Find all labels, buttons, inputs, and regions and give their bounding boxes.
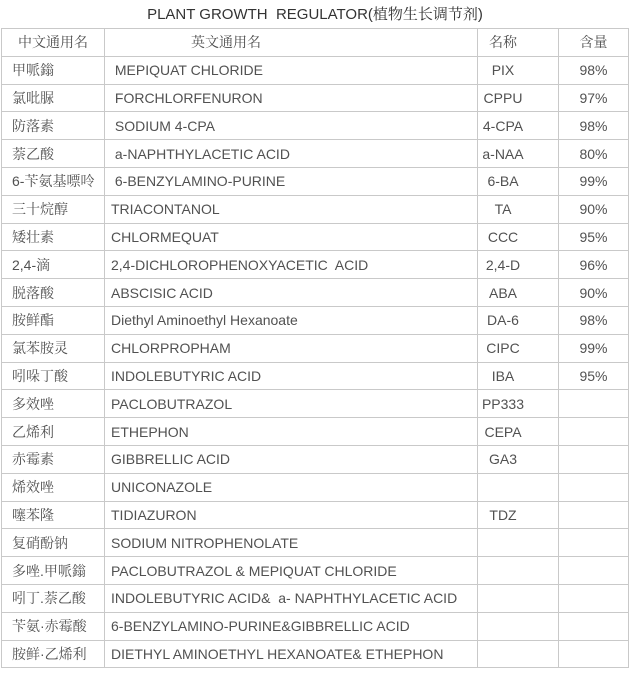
cell-chinese-common-name: 6-苄氨基嘌呤	[2, 167, 105, 195]
cell-english-common-name: FORCHLORFENURON	[105, 84, 478, 112]
page-title: PLANT GROWTH REGULATOR(植物生长调节剂)	[147, 6, 483, 23]
cell-chinese-common-name: 吲哚丁酸	[2, 362, 105, 390]
cell-abbreviation	[478, 612, 559, 640]
table-row	[2, 612, 629, 640]
table-row	[2, 195, 629, 223]
cell-chinese-common-name: 矮壮素	[2, 223, 105, 251]
column-header-english-common-name: 英文通用名	[105, 29, 478, 57]
table-row	[2, 445, 629, 473]
cell-chinese-common-name: 噻苯隆	[2, 501, 105, 529]
cell-chinese-common-name: 烯效唑	[2, 473, 105, 501]
table-row	[2, 251, 629, 279]
cell-english-common-name: 6-BENZYLAMINO-PURINE&GIBBRELLIC ACID	[105, 612, 478, 640]
cell-chinese-common-name: 防落素	[2, 112, 105, 140]
cell-chinese-common-name: 复硝酚钠	[2, 529, 105, 557]
cell-chinese-common-name: 氯吡脲	[2, 84, 105, 112]
column-header-abbreviation: 名称	[478, 29, 559, 57]
cell-abbreviation	[478, 557, 559, 585]
table-row	[2, 112, 629, 140]
cell-chinese-common-name: 萘乙酸	[2, 140, 105, 168]
cell-english-common-name: CHLORMEQUAT	[105, 223, 478, 251]
column-header-chinese-common-name: 中文通用名	[2, 29, 105, 57]
cell-english-common-name: 2,4-DICHLOROPHENOXYACETIC ACID	[105, 251, 478, 279]
cell-abbreviation: IBA	[478, 362, 559, 390]
table-row	[2, 418, 629, 446]
cell-abbreviation: CIPC	[478, 334, 559, 362]
cell-english-common-name: GIBBRELLIC ACID	[105, 445, 478, 473]
cell-english-common-name: ABSCISIC ACID	[105, 279, 478, 307]
cell-english-common-name: MEPIQUAT CHLORIDE	[105, 56, 478, 84]
cell-content-percent: 99%	[559, 334, 629, 362]
table-row	[2, 223, 629, 251]
cell-abbreviation: DA-6	[478, 306, 559, 334]
cell-content-percent	[559, 612, 629, 640]
cell-content-percent: 95%	[559, 223, 629, 251]
cell-content-percent: 95%	[559, 362, 629, 390]
cell-content-percent: 80%	[559, 140, 629, 168]
cell-abbreviation: CPPU	[478, 84, 559, 112]
cell-chinese-common-name: 胺鲜酯	[2, 306, 105, 334]
table-row	[2, 557, 629, 585]
cell-content-percent: 90%	[559, 279, 629, 307]
cell-content-percent: 97%	[559, 84, 629, 112]
cell-chinese-common-name: 甲哌鎓	[2, 56, 105, 84]
cell-chinese-common-name: 赤霉素	[2, 445, 105, 473]
cell-abbreviation: 4-CPA	[478, 112, 559, 140]
cell-chinese-common-name: 多唑.甲哌鎓	[2, 557, 105, 585]
table-row	[2, 529, 629, 557]
cell-content-percent: 90%	[559, 195, 629, 223]
cell-english-common-name: Diethyl Aminoethyl Hexanoate	[105, 306, 478, 334]
cell-abbreviation: CCC	[478, 223, 559, 251]
cell-content-percent: 96%	[559, 251, 629, 279]
cell-english-common-name: INDOLEBUTYRIC ACID	[105, 362, 478, 390]
cell-abbreviation	[478, 584, 559, 612]
cell-english-common-name: ETHEPHON	[105, 418, 478, 446]
cell-english-common-name: PACLOBUTRAZOL	[105, 390, 478, 418]
cell-abbreviation: CEPA	[478, 418, 559, 446]
column-header-content-percent: 含量	[559, 29, 629, 57]
cell-abbreviation: a-NAA	[478, 140, 559, 168]
cell-chinese-common-name: 吲丁.萘乙酸	[2, 584, 105, 612]
table-row	[2, 362, 629, 390]
cell-content-percent	[559, 445, 629, 473]
table-row	[2, 56, 629, 84]
cell-content-percent	[559, 390, 629, 418]
cell-content-percent	[559, 640, 629, 668]
table-row	[2, 84, 629, 112]
cell-abbreviation: 6-BA	[478, 167, 559, 195]
cell-abbreviation	[478, 640, 559, 668]
table-row	[2, 279, 629, 307]
table-row	[2, 334, 629, 362]
cell-content-percent	[559, 501, 629, 529]
cell-content-percent: 98%	[559, 56, 629, 84]
cell-content-percent: 99%	[559, 167, 629, 195]
cell-chinese-common-name: 三十烷醇	[2, 195, 105, 223]
table-row	[2, 306, 629, 334]
table-row	[2, 140, 629, 168]
cell-abbreviation: 2,4-D	[478, 251, 559, 279]
cell-abbreviation: TA	[478, 195, 559, 223]
cell-content-percent	[559, 529, 629, 557]
cell-chinese-common-name: 乙烯利	[2, 418, 105, 446]
cell-content-percent	[559, 557, 629, 585]
cell-english-common-name: DIETHYL AMINOETHYL HEXANOATE& ETHEPHON	[105, 640, 478, 668]
cell-abbreviation	[478, 473, 559, 501]
table-row	[2, 473, 629, 501]
cell-english-common-name: TIDIAZURON	[105, 501, 478, 529]
cell-content-percent	[559, 473, 629, 501]
cell-english-common-name: PACLOBUTRAZOL & MEPIQUAT CHLORIDE	[105, 557, 478, 585]
table-header-row	[2, 29, 629, 57]
cell-content-percent: 98%	[559, 112, 629, 140]
cell-chinese-common-name: 脱落酸	[2, 279, 105, 307]
plant-growth-regulator-table	[1, 28, 629, 668]
cell-chinese-common-name: 苄氨·赤霉酸	[2, 612, 105, 640]
table-row	[2, 584, 629, 612]
cell-abbreviation: PIX	[478, 56, 559, 84]
table-row	[2, 167, 629, 195]
table-row	[2, 501, 629, 529]
cell-content-percent	[559, 418, 629, 446]
cell-english-common-name: SODIUM NITROPHENOLATE	[105, 529, 478, 557]
cell-english-common-name: TRIACONTANOL	[105, 195, 478, 223]
cell-english-common-name: 6-BENZYLAMINO-PURINE	[105, 167, 478, 195]
cell-abbreviation: PP333	[478, 390, 559, 418]
cell-english-common-name: INDOLEBUTYRIC ACID& a- NAPHTHYLACETIC ACID	[105, 584, 478, 612]
cell-english-common-name: a-NAPHTHYLACETIC ACID	[105, 140, 478, 168]
cell-chinese-common-name: 2,4-滴	[2, 251, 105, 279]
table-row	[2, 640, 629, 668]
cell-abbreviation	[478, 529, 559, 557]
table-row	[2, 390, 629, 418]
cell-abbreviation: ABA	[478, 279, 559, 307]
cell-content-percent	[559, 584, 629, 612]
cell-abbreviation: TDZ	[478, 501, 559, 529]
cell-chinese-common-name: 胺鲜·乙烯利	[2, 640, 105, 668]
cell-abbreviation: GA3	[478, 445, 559, 473]
cell-english-common-name: SODIUM 4-CPA	[105, 112, 478, 140]
cell-english-common-name: UNICONAZOLE	[105, 473, 478, 501]
cell-content-percent: 98%	[559, 306, 629, 334]
cell-english-common-name: CHLORPROPHAM	[105, 334, 478, 362]
cell-chinese-common-name: 多效唑	[2, 390, 105, 418]
cell-chinese-common-name: 氯苯胺灵	[2, 334, 105, 362]
